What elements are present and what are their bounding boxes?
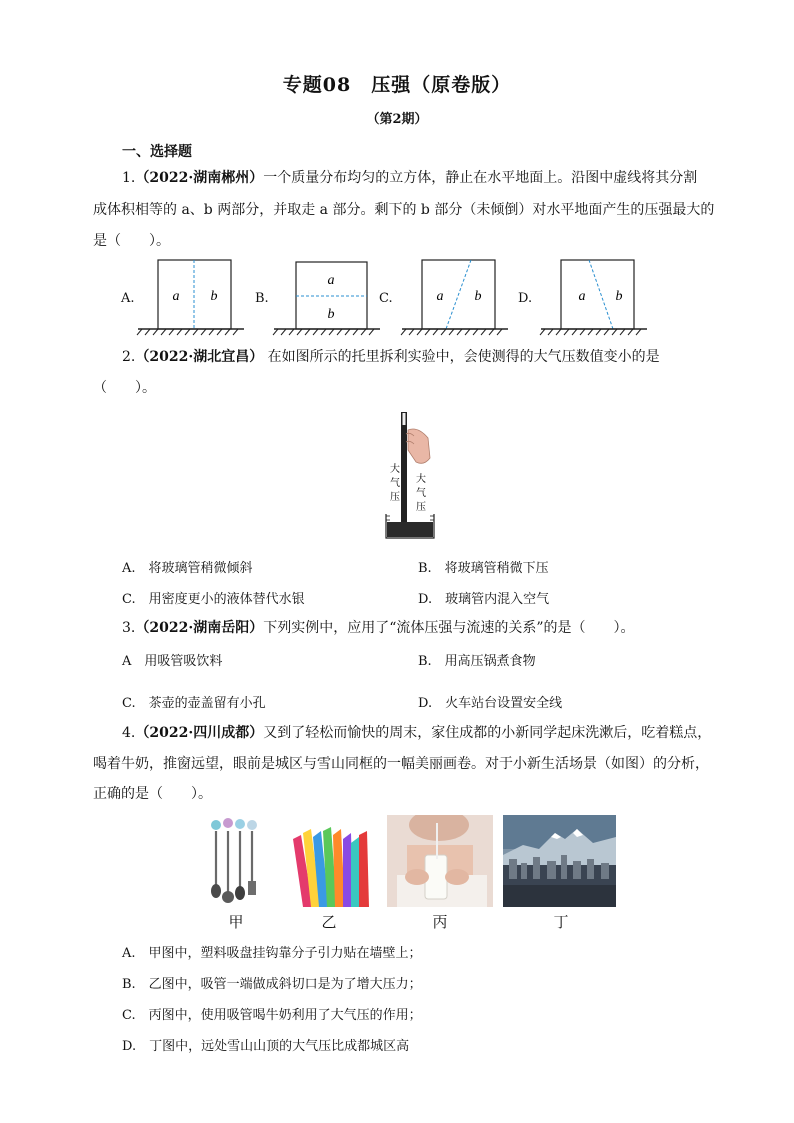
q4-caption-ding: 丁 <box>553 913 569 931</box>
page-subtitle: （第2期） <box>366 112 428 127</box>
q4-option-a: A. 甲图中，塑料吸盘挂钩靠分子引力贴在墙壁上； <box>122 946 422 961</box>
q2-atm-label-right-1: 大 <box>416 474 426 485</box>
q4-straws-photo <box>285 815 373 907</box>
q2-atm-label-right-2: 气 <box>416 488 426 499</box>
q1-figure-c <box>400 258 510 338</box>
q3-line1 <box>122 618 635 638</box>
q4-city-mountain-photo <box>503 815 616 907</box>
q2-source: （2022·湖北宜昌） <box>135 349 264 365</box>
q2-line1 <box>122 347 660 367</box>
q3-number: 3. <box>122 620 136 636</box>
q4-source: （2022·四川成都） <box>135 725 264 741</box>
q4-text1: 又到了轻松而愉快的周末，家住成都的小新同学起床洗漱后，吃着糕点， <box>263 725 712 741</box>
q3-option-d: D. 火车站台设置安全线 <box>418 696 563 711</box>
q3-option-c: C. 茶壶的壶盖留有小孔 <box>122 696 266 711</box>
q1-figure-d <box>539 258 649 338</box>
q1-option-c-label: C. <box>379 291 393 306</box>
q1-d-part-label-b: b <box>615 289 623 304</box>
q4-option-d: D. 丁图中，远处雪山山顶的大气压比成都城区高 <box>122 1039 410 1054</box>
q1-line1 <box>122 168 697 188</box>
q1-source: （2022·湖南郴州） <box>135 170 264 186</box>
q1-option-d-label: D. <box>518 291 533 306</box>
q1-a-part-label: a <box>172 289 180 304</box>
q1-figure-a <box>136 258 246 338</box>
q2-atm-label-left-3: 压 <box>390 492 400 503</box>
q4-number: 4. <box>122 725 136 741</box>
q2-option-c: C. 用密度更小的液体替代水银 <box>122 592 305 607</box>
q2-atm-label-left-1: 大 <box>390 464 400 475</box>
q2-text1: 在如图所示的托里拆利实验中，会使测得的大气压数值变小的是 <box>263 349 660 365</box>
q4-drinking-milk-photo <box>387 815 493 907</box>
q1-figure-b <box>272 258 382 338</box>
q1-option-b-label: B. <box>255 291 269 306</box>
q3-source: （2022·湖南岳阳） <box>135 620 264 636</box>
q1-b-part-label-b: b <box>327 307 335 322</box>
q4-line3: 正确的是（ ）。 <box>93 786 212 802</box>
q4-option-b: B. 乙图中，吸管一端做成斜切口是为了增大压力； <box>122 977 422 992</box>
q3-option-a: A 用吸管吸饮料 <box>122 654 223 669</box>
q1-number: 1. <box>122 170 136 186</box>
q2-atm-label-right-3: 压 <box>416 502 426 513</box>
q4-line2: 喝着牛奶，推窗远望，眼前是城区与雪山同框的一幅美丽画卷。对于小新生活场景（如图）的分析， <box>93 756 709 772</box>
q4-option-c: C. 丙图中，使用吸管喝牛奶利用了大气压的作用； <box>122 1008 422 1023</box>
q3-option-b: B. 用高压锅煮食物 <box>418 654 536 669</box>
q1-line2: 成体积相等的 a、b 两部分，并取走 a 部分。剩下的 b 部分（未倾倒）对水平地面产生的压强最大的 <box>93 202 715 218</box>
q1-c-part-label-a: a <box>436 289 444 304</box>
q1-option-a-label: A. <box>121 291 135 306</box>
q2-atm-label-left-2: 气 <box>390 478 400 489</box>
q4-caption-bing: 丙 <box>432 913 448 931</box>
q2-torricelli-figure <box>380 410 440 542</box>
q2-line2: （ ）。 <box>93 380 156 396</box>
q1-d-part-label-a: a <box>578 289 586 304</box>
q1-text1: 一个质量分布均匀的立方体，静止在水平地面上。沿图中虚线将其分割 <box>263 170 698 186</box>
q4-caption-yi: 乙 <box>321 913 337 931</box>
q2-option-b: B. 将玻璃管稍微下压 <box>418 561 549 576</box>
q4-suction-hooks-photo <box>202 815 270 907</box>
q2-option-a: A. 将玻璃管稍微倾斜 <box>122 561 253 576</box>
q4-line1 <box>122 723 711 743</box>
q1-b-part-label-a: a <box>327 273 335 288</box>
q4-caption-jia: 甲 <box>228 913 244 931</box>
q1-line3: 是（ ）。 <box>93 233 170 249</box>
q1-c-part-label-b: b <box>474 289 482 304</box>
section-heading: 一、选择题 <box>122 144 192 160</box>
q2-number: 2. <box>122 349 136 365</box>
q3-text1: 下列实例中，应用了“流体压强与流速的关系”的是（ ）。 <box>263 620 635 636</box>
q2-option-d: D. 玻璃管内混入空气 <box>418 592 550 607</box>
q1-a-part-label-b: b <box>210 289 218 304</box>
page-title: 专题08 压强（原卷版） <box>282 74 512 96</box>
